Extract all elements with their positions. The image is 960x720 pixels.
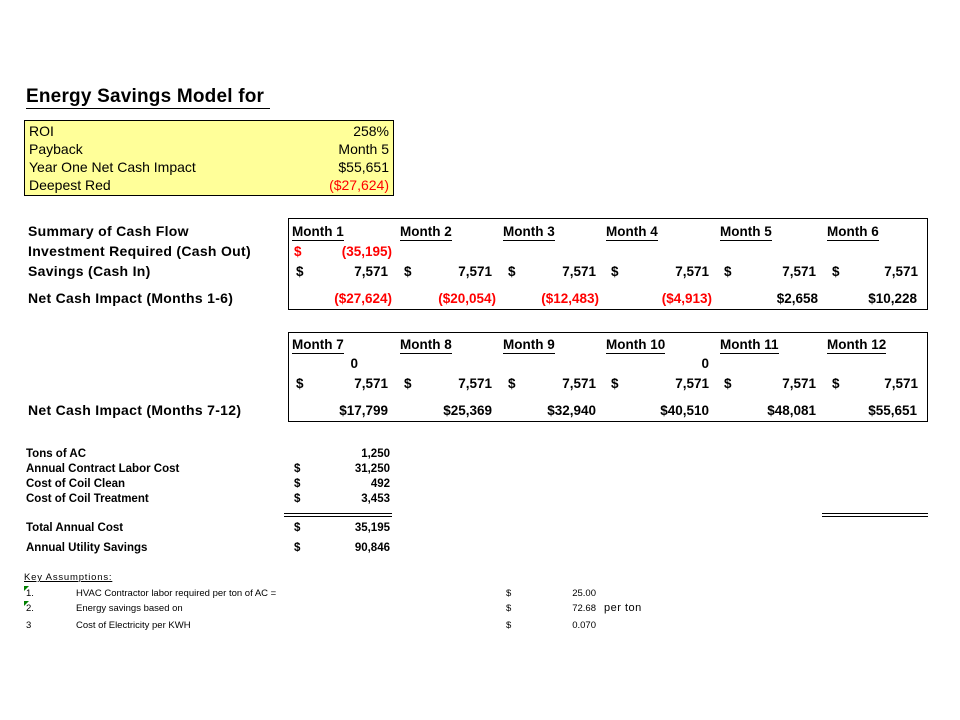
savings-value: 7,571 — [458, 376, 492, 391]
net-cash-value: $25,369 — [443, 403, 492, 418]
cost-dollar-sign: $ — [294, 478, 301, 490]
assumption-number: 1. — [26, 588, 34, 599]
cost-value: 492 — [370, 478, 390, 490]
month-header: Month 9 — [503, 337, 555, 352]
utility-savings-label: Annual Utility Savings — [26, 542, 148, 554]
savings-dollar-sign: $ — [404, 376, 412, 391]
kpi-value: $55,651 — [338, 159, 389, 175]
savings-value: 7,571 — [354, 264, 388, 279]
cost-dollar-sign: $ — [294, 522, 301, 534]
kpi-row-deepest-red — [29, 176, 389, 194]
total-cost-label: Total Annual Cost — [26, 522, 124, 534]
kpi-label: ROI — [29, 123, 54, 139]
total-rule — [284, 516, 392, 517]
total-rule — [822, 516, 928, 517]
kpi-row-roi — [29, 122, 389, 140]
savings-value: 7,571 — [675, 264, 709, 279]
assumption-text: HVAC Contractor labor required per ton of AC = — [76, 588, 277, 599]
savings-dollar-sign: $ — [296, 376, 304, 391]
month-header: Month 11 — [720, 337, 779, 352]
net-cash-value: ($4,913) — [661, 291, 712, 306]
utility-savings-value: 90,846 — [354, 542, 390, 554]
savings-dollar-sign: $ — [296, 264, 304, 279]
net-cash-value: $55,651 — [868, 403, 917, 418]
savings-dollar-sign: $ — [832, 264, 840, 279]
savings-value: 7,571 — [675, 376, 709, 391]
net-cash-value: ($20,054) — [438, 291, 496, 306]
assumption-dollar-sign: $ — [506, 603, 512, 614]
kpi-value: Month 5 — [338, 141, 389, 157]
month-header: Month 12 — [827, 337, 887, 352]
assumption-value: 25.00 — [572, 588, 596, 599]
cost-value: 31,250 — [354, 463, 390, 475]
savings-value: 7,571 — [458, 264, 492, 279]
assumptions-header: Key Assumptions: — [24, 572, 113, 583]
month-header: Month 8 — [400, 337, 452, 352]
total-rule — [822, 513, 928, 514]
cost-dollar-sign: $ — [294, 463, 301, 475]
assumption-dollar-sign: $ — [506, 588, 512, 599]
cost-value: 1,250 — [361, 448, 390, 460]
total-rule — [284, 513, 392, 514]
month-header: Month 7 — [292, 337, 344, 352]
savings-value: 7,571 — [782, 376, 816, 391]
assumption-value: 72.68 — [572, 603, 596, 614]
net-cash-value: $17,799 — [339, 403, 388, 418]
kpi-value: 258% — [353, 123, 389, 139]
savings-value: 7,571 — [782, 264, 816, 279]
savings-value: 7,571 — [884, 264, 918, 279]
kpi-value: ($27,624) — [329, 177, 389, 193]
kpi-row-net-cash — [29, 158, 389, 176]
investment-dollar-sign: $ — [294, 244, 302, 259]
month-header: Month 6 — [827, 224, 879, 239]
month-header: Month 10 — [606, 337, 666, 352]
kpi-summary-box — [24, 120, 394, 196]
net-cash-value: $32,940 — [547, 403, 596, 418]
cost-label: Cost of Coil Clean — [26, 478, 126, 490]
zero-value: 0 — [350, 356, 358, 371]
assumption-dollar-sign: $ — [506, 620, 512, 631]
savings-dollar-sign: $ — [508, 264, 516, 279]
savings-value: 7,571 — [354, 376, 388, 391]
cost-label: Annual Contract Labor Cost — [26, 463, 180, 475]
savings-dollar-sign: $ — [724, 376, 732, 391]
savings-value: 7,571 — [562, 264, 596, 279]
net-cash-value: ($12,483) — [541, 291, 599, 306]
month-header: Month 2 — [400, 224, 452, 239]
kpi-label: Year One Net Cash Impact — [29, 159, 196, 175]
investment-label: Investment Required (Cash Out) — [28, 243, 251, 259]
assumption-text: Energy savings based on — [76, 603, 183, 614]
net-cash-label-1-6: Net Cash Impact (Months 1-6) — [28, 290, 234, 306]
savings-dollar-sign: $ — [611, 376, 619, 391]
investment-value: (35,195) — [341, 244, 392, 259]
assumption-suffix: per ton — [604, 602, 642, 614]
savings-value: 7,571 — [884, 376, 918, 391]
net-cash-value: $48,081 — [767, 403, 816, 418]
kpi-label: Payback — [29, 141, 83, 157]
month-header: Month 4 — [606, 224, 658, 239]
assumption-value: 0.070 — [572, 620, 596, 631]
total-cost-value: 35,195 — [354, 522, 390, 534]
cost-label: Tons of AC — [26, 448, 87, 460]
net-cash-label-7-12: Net Cash Impact (Months 7-12) — [28, 402, 242, 418]
assumption-text: Cost of Electricity per KWH — [76, 620, 191, 631]
savings-dollar-sign: $ — [724, 264, 732, 279]
cost-value: 3,453 — [361, 493, 390, 505]
month-header: Month 1 — [292, 224, 344, 239]
month-header: Month 3 — [503, 224, 555, 239]
savings-label: Savings (Cash In) — [28, 263, 151, 279]
savings-dollar-sign: $ — [832, 376, 840, 391]
savings-value: 7,571 — [562, 376, 596, 391]
net-cash-value: $10,228 — [868, 291, 917, 306]
page-title: Energy Savings Model for — [26, 86, 270, 109]
cost-label: Cost of Coil Treatment — [26, 493, 149, 505]
zero-value: 0 — [701, 356, 709, 371]
month-header: Month 5 — [720, 224, 772, 239]
assumption-number: 3 — [26, 620, 32, 631]
kpi-row-payback — [29, 140, 389, 158]
net-cash-value: $40,510 — [660, 403, 709, 418]
summary-header: Summary of Cash Flow — [28, 223, 189, 239]
savings-dollar-sign: $ — [508, 376, 516, 391]
kpi-label: Deepest Red — [29, 177, 111, 193]
cost-dollar-sign: $ — [294, 542, 301, 554]
cost-dollar-sign: $ — [294, 493, 301, 505]
net-cash-value: ($27,624) — [334, 291, 392, 306]
savings-dollar-sign: $ — [404, 264, 412, 279]
savings-dollar-sign: $ — [611, 264, 619, 279]
assumption-number: 2. — [26, 603, 34, 614]
net-cash-value: $2,658 — [776, 291, 818, 306]
